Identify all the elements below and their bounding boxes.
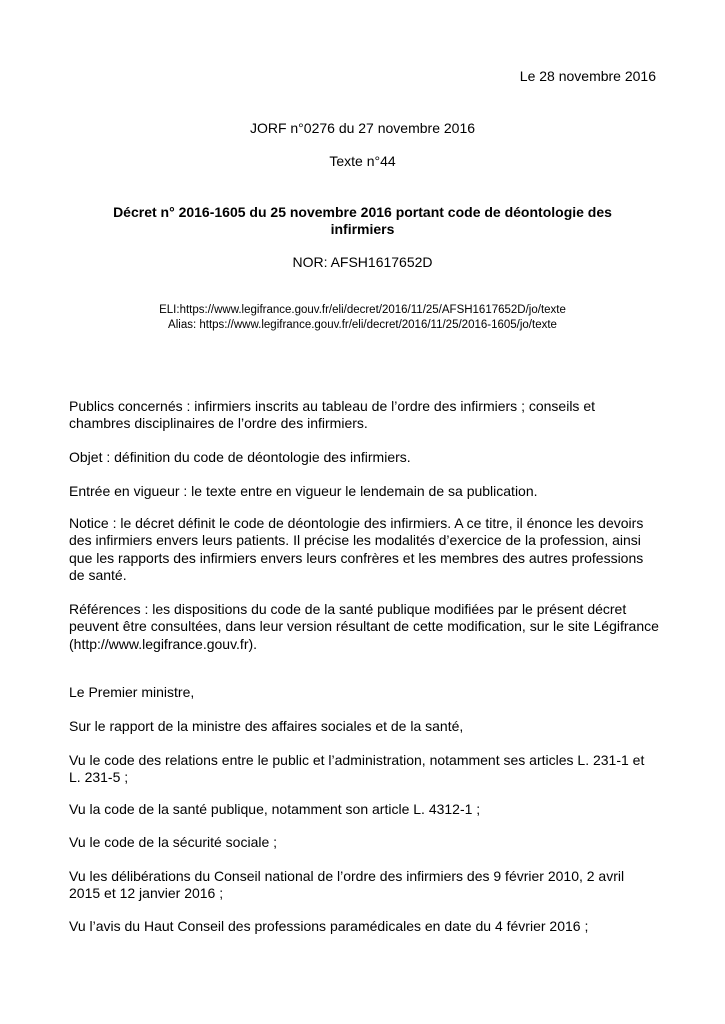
jorf-reference: JORF n°0276 du 27 novembre 2016	[249, 120, 476, 136]
eli-block	[0, 303, 725, 333]
decree-title: Décret n° 2016-1605 du 25 novembre 2016 portant code de déontologie des infirmiers	[113, 204, 612, 237]
document-date: Le 28 novembre 2016	[519, 68, 656, 84]
vu-relations-text: Vu le code des relations entre le public et l’administration, notamment ses articles L. 231-1 et L. 231-5 ;	[69, 752, 645, 786]
entree-text: Entrée en vigueur : le texte entre en vigueur le lendemain de sa publication.	[69, 483, 538, 499]
entree-paragraph	[69, 483, 659, 500]
vu-securite-sociale-text: Vu le code de la sécurité sociale ;	[69, 834, 278, 850]
texte-number: Texte n°44	[329, 153, 396, 169]
nor-reference: NOR: AFSH1617652D	[292, 254, 433, 270]
notice-text: Notice : le décret définit le code de déontologie des infirmiers. A ce titre, il énonce les devoirs des infirmiers envers leurs patients. Il précise les modalités d’exercice de la profession, ainsi que les rapports des infirmiers envers leurs confrères et les membres des autres professions de santé.	[69, 515, 644, 584]
vu-deliberations-paragraph	[69, 868, 659, 903]
vu-avis-text: Vu l’avis du Haut Conseil des professions paramédicales en date du 4 février 2016 ;	[69, 918, 589, 934]
notice-paragraph	[69, 515, 659, 585]
eli-link: ELI:https://www.legifrance.gouv.fr/eli/decret/2016/11/25/AFSH1617652D/jo/texte	[159, 304, 566, 316]
vu-sante-publique-text: Vu la code de la santé publique, notamment son article L. 4312-1 ;	[69, 801, 481, 817]
vu-sante-publique-paragraph	[69, 801, 659, 818]
vu-relations-paragraph	[69, 752, 659, 787]
objet-text: Objet : définition du code de déontologie des infirmiers.	[69, 449, 411, 465]
objet-paragraph	[69, 449, 659, 466]
publics-text: Publics concernés : infirmiers inscrits au tableau de l’ordre des infirmiers ; conseils et chambres disciplinaires de l’ordre des infirmiers.	[69, 398, 595, 432]
premier-ministre-paragraph	[69, 684, 659, 701]
references-paragraph	[69, 601, 659, 653]
alias-link: Alias: https://www.legifrance.gouv.fr/eli/decret/2016/11/25/2016-1605/jo/texte	[168, 319, 557, 331]
rapport-paragraph	[69, 718, 659, 735]
premier-ministre-text: Le Premier ministre,	[69, 684, 195, 700]
vu-securite-sociale-paragraph	[69, 834, 659, 851]
vu-deliberations-text: Vu les délibérations du Conseil national de l’ordre des infirmiers des 9 février 2010, 2 avril 2015 et 12 janvier 2016 ;	[69, 868, 625, 902]
references-text: Références : les dispositions du code de la santé publique modifiées par le présent décret peuvent être consultées, dans leur version résultant de cette modification, sur le site Légifrance (http://www.legifrance.gouv.fr).	[69, 601, 659, 652]
rapport-text: Sur le rapport de la ministre des affaires sociales et de la santé,	[69, 718, 464, 734]
publics-paragraph	[69, 398, 659, 433]
vu-avis-paragraph	[69, 918, 659, 935]
